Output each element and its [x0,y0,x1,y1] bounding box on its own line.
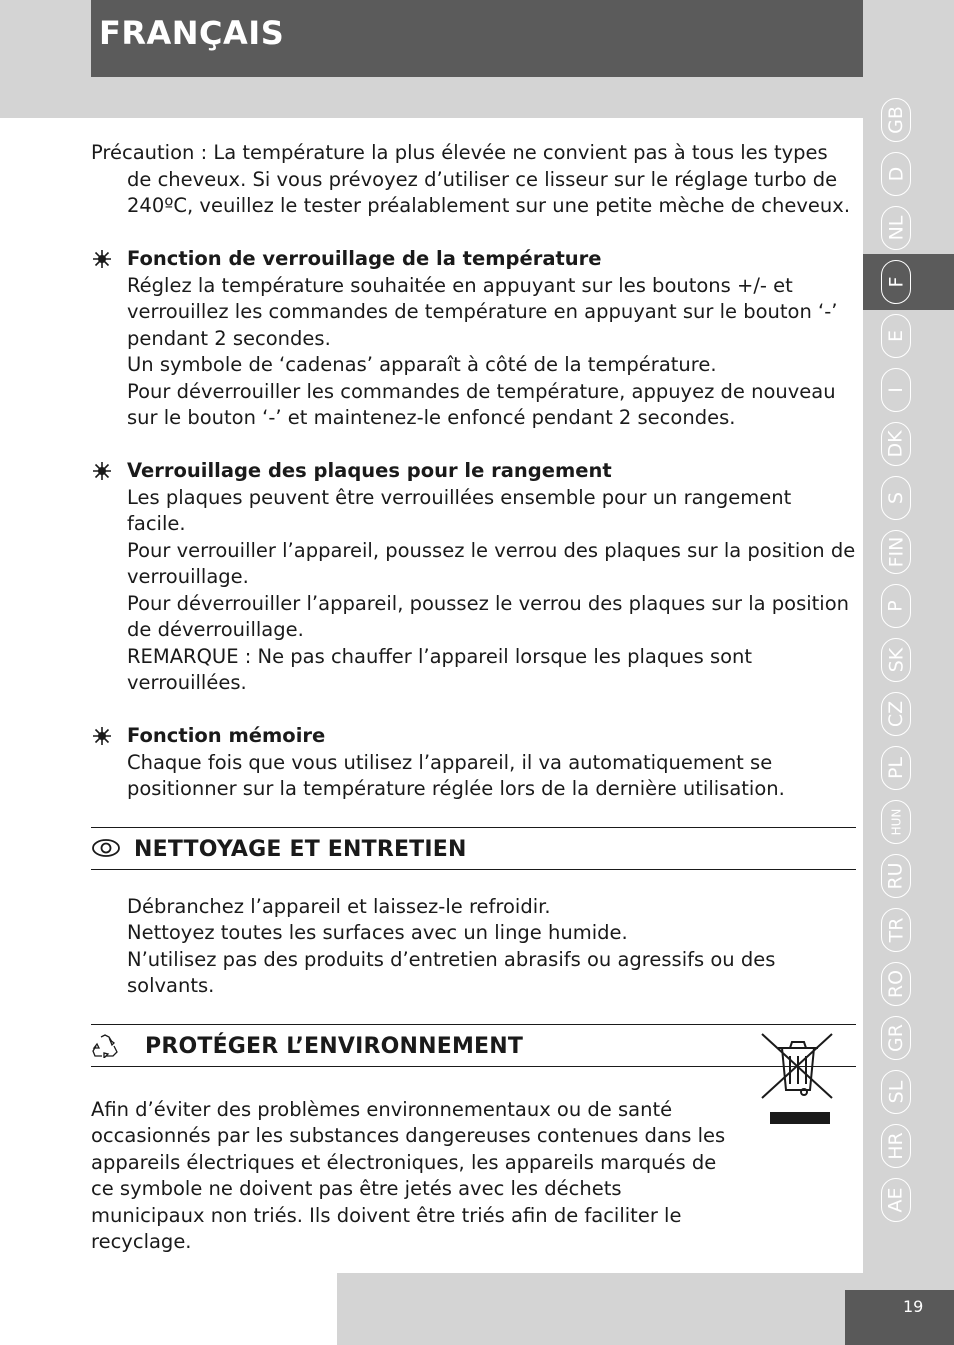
tab-language-nl[interactable] [881,206,911,250]
cleaning-line: Débranchez l’appareil et laissez-le refroidir. [127,894,551,918]
section-line: Les plaques peuvent être verrouillées ensemble pour un rangement facile. [127,485,792,535]
tab-label: HUN [888,808,903,836]
section-title: Fonction de verrouillage de la température [127,247,602,270]
tab-label: GB [884,106,907,134]
crossed-out-bin-icon [760,1032,836,1126]
main-content [91,140,856,1256]
eye-icon [91,837,123,859]
section-line: Réglez la température souhaitée en appuyant sur les boutons +/- et verrouillez les commandes de température en appuyant sur le bouton ‘-’ pendant 2 secondes. [127,273,838,350]
tab-language-sl[interactable] [881,1070,911,1114]
section-line: REMARQUE : Ne pas chauffer l’appareil lorsque les plaques sont verrouillées. [127,644,753,694]
tab-label: PL [884,756,907,780]
tab-label: F [885,276,907,288]
cleaning-body [91,894,856,1000]
sparkle-bullet-icon [91,460,113,482]
tab-label: AE [884,1187,907,1213]
tab-language-e[interactable] [881,314,911,358]
tab-label: D [884,166,907,182]
tab-language-ru[interactable] [881,854,911,898]
sparkle-bullet-icon [91,248,113,270]
page-number: 19 [903,1297,924,1316]
header-bar [91,0,863,77]
tab-label: P [885,600,907,612]
tab-language-gr[interactable] [881,1016,911,1060]
tab-language-ae[interactable] [881,1178,911,1222]
precaution-text: Précaution : La température la plus élevée ne convient pas à tous les types de cheveux. Si vous prévoyez d’utiliser ce lisseur sur le réglage turbo de 240ºC, veuillez le tester préalablement sur une petite mèche de cheveux. [91,141,851,217]
sparkle-bullet-icon [91,725,113,747]
tab-language-sk[interactable] [881,638,911,682]
section-title: Verrouillage des plaques pour le rangement [127,459,612,482]
tab-language-p[interactable] [881,584,911,628]
tab-label: FIN [885,536,907,568]
tab-label: HR [885,1132,907,1160]
tab-label: SK [885,647,907,673]
language-tabs [863,92,954,1242]
section-line: Pour déverrouiller les commandes de température, appuyez de nouveau sur le bouton ‘-’ et maintenez-le enfoncé pendant 2 secondes. [127,379,836,429]
tab-language-fin[interactable] [881,530,911,574]
cleaning-heading-text: NETTOYAGE ET ENTRETIEN [134,836,467,862]
tab-language-cz[interactable] [881,692,911,736]
tab-label: RO [885,969,908,999]
tab-label: NL [885,215,907,241]
cleaning-heading [91,827,856,870]
tab-label: CZ [884,700,907,728]
tab-label: TR [885,917,907,943]
tab-label: GR [885,1024,907,1052]
cleaning-line: Nettoyez toutes les surfaces avec un linge humide. [127,921,628,944]
tab-label: S [885,491,907,505]
tab-label: DK [885,430,907,458]
section-plate-lock [91,458,856,697]
environment-heading [91,1024,856,1067]
tab-language-gb[interactable] [881,98,911,142]
section-memory [91,723,856,803]
tab-language-s[interactable] [881,476,911,520]
page-number-box [845,1290,954,1345]
page-background-bottom [0,1273,337,1345]
tab-label: I [884,387,907,393]
page-title: FRANÇAIS [99,14,285,52]
environment-heading-text: PROTÉGER L’ENVIRONNEMENT [145,1033,524,1059]
tab-language-f[interactable] [881,260,911,304]
recycle-icon [91,1034,119,1058]
cleaning-line: N’utilisez pas des produits d’entretien abrasifs ou agressifs ou des solvants. [127,947,776,997]
tab-language-d[interactable] [881,152,911,196]
tab-label: RU [884,862,907,890]
tab-language-tr[interactable] [881,908,911,952]
environment-text: Afin d’éviter des problèmes environnementaux ou de santé occasionnés par les substances dangereuses contenues dans les appareils électriques et électroniques, les appareils marqués de ce symbole ne doivent pas être jetés avec les déchets municipaux non triés. Ils doivent être triés afin de faciliter le recyclage. [91,1097,726,1253]
tab-language-dk[interactable] [881,422,911,466]
section-line: Un symbole de ‘cadenas’ apparaît à côté de la température. [127,353,717,376]
tab-language-i[interactable] [881,368,911,412]
tab-label: E [884,329,907,343]
tab-label: SL [885,1080,907,1104]
tab-language-hr[interactable] [881,1124,911,1168]
tab-language-hun[interactable] [881,800,911,844]
section-line: Pour déverrouiller l’appareil, poussez le verrou des plaques sur la position de déverrouillage. [127,591,850,641]
section-title: Fonction mémoire [127,724,326,747]
tab-language-ro[interactable] [881,962,911,1006]
section-line: Chaque fois que vous utilisez l’appareil, il va automatiquement se positionner sur la température réglée lors de la dernière utilisation. [127,750,785,800]
tab-language-pl[interactable] [881,746,911,790]
section-line: Pour verrouiller l’appareil, poussez le verrou des plaques sur la position de verrouillage. [127,538,856,588]
section-temperature-lock [91,246,856,432]
